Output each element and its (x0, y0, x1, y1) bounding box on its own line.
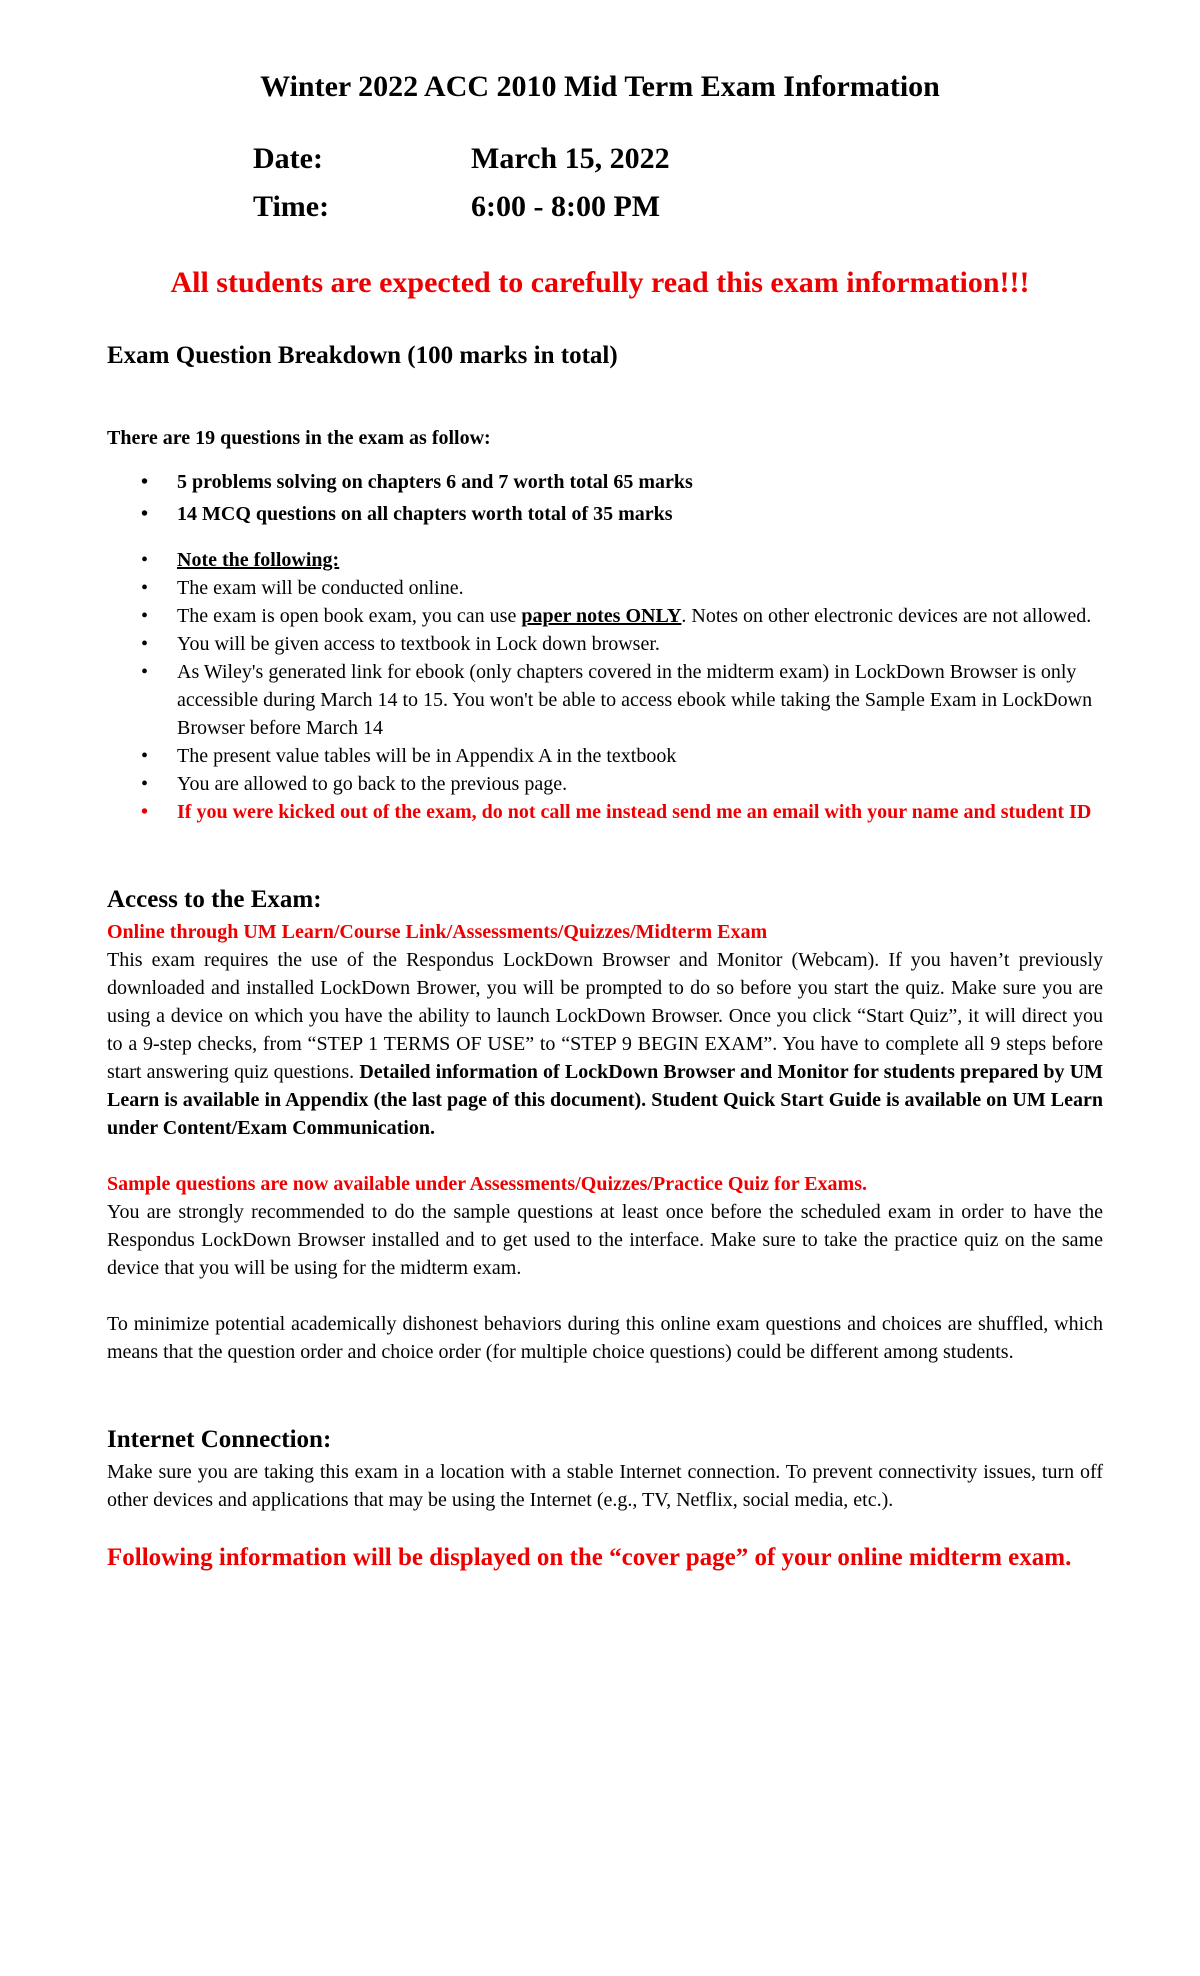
time-value: 6:00 - 8:00 PM (471, 190, 661, 223)
sample-heading: Sample questions are now available under Assessments/Quizzes/Practice Quiz for Exams. (107, 1173, 867, 1195)
date-row (253, 142, 853, 176)
notes-heading (107, 546, 1103, 574)
breakdown-heading: Exam Question Breakdown (100 marks in total) (107, 342, 618, 369)
internet-body: Make sure you are taking this exam in a location with a stable Internet connection. To prevent connectivity issues, turn off other devices and applications that may be using the Internet (e.g., TV, Netflix, social media, etc.). (107, 1461, 1103, 1511)
time-label: Time: (253, 190, 330, 223)
notes-heading-text: Note the following: (177, 549, 340, 571)
openbook-pre: The exam is open book exam, you can use (177, 605, 522, 627)
list-item: • You are allowed to go back to the previous page. (107, 770, 1103, 798)
notes-list (107, 546, 1103, 826)
access-path: Online through UM Learn/Course Link/Assessments/Quizzes/Midterm Exam (107, 921, 768, 943)
date-value: March 15, 2022 (471, 142, 670, 175)
access-body: This exam requires the use of the Respondus LockDown Browser and Monitor (Webcam). If you haven’t previously downloaded and installed LockDown Brower, you will be prompted to do so before you start the quiz. Make sure you are using a device on which you have the ability to launch LockDown Browser. Once you click “Start Quiz”, it will direct you to a 9-step checks, from “STEP 1 TERMS OF USE” to “STEP 9 BEGIN EXAM”. You have to complete all 9 steps before start answering quiz questions. (107, 949, 1103, 1083)
access-paragraph (107, 946, 1103, 1142)
openbook-emphasis: paper notes ONLY (521, 605, 682, 627)
openbook-post: . Notes on other electronic devices are not allowed. (681, 605, 1092, 627)
closing-note: Following information will be displayed on the “cover page” of your online midterm exam. (107, 1544, 1072, 1571)
list-item: • The exam will be conducted online. (107, 574, 1103, 602)
breakdown-list (107, 468, 1103, 528)
list-item (107, 602, 1103, 630)
page-title: Winter 2022 ACC 2010 Mid Term Exam Information (260, 70, 940, 103)
sample-body: You are strongly recommended to do the sample questions at least once before the scheduled exam in order to have the Respondus LockDown Browser installed and to get used to the interface. Make sure to take the practice quiz on the same device that you will be using for the midterm exam. (107, 1201, 1103, 1279)
breakdown-intro: There are 19 questions in the exam as follow: (107, 427, 491, 449)
main-content (107, 336, 1103, 1574)
list-item: • As Wiley's generated link for ebook (only chapters covered in the midterm exam) in LockDown Browser is only accessible during March 14 to 15. You won't be able to access ebook while taking the Sample Exam in LockDown Browser before March 14 (107, 658, 1103, 742)
list-item: • The present value tables will be in Appendix A in the textbook (107, 742, 1103, 770)
access-body-bold: Detailed information of LockDown Browser and Monitor for students prepared by UM Learn is available in Appendix (the last page of this document). Student Quick Start Guide is available on UM Learn under Content/Exam Communication. (107, 1061, 1104, 1139)
internet-heading: Internet Connection: (107, 1426, 332, 1453)
list-item: • 5 problems solving on chapters 6 and 7 worth total 65 marks (107, 468, 1103, 496)
shuffle-body: To minimize potential academically dishonest behaviors during this online exam questions and choices are shuffled, which means that the question order and choice order (for multiple choice questions) could be different among students. (107, 1313, 1103, 1363)
time-row (253, 190, 853, 224)
list-item: • You will be given access to textbook in Lock down browser. (107, 630, 1103, 658)
access-heading: Access to the Exam: (107, 886, 322, 913)
list-item: • 14 MCQ questions on all chapters worth total of 35 marks (107, 500, 1103, 528)
date-label: Date: (253, 142, 323, 175)
read-warning: All students are expected to carefully read this exam information!!! (170, 266, 1030, 299)
kicked-out-note: • If you were kicked out of the exam, do not call me instead send me an email with your name and student ID (107, 798, 1103, 826)
